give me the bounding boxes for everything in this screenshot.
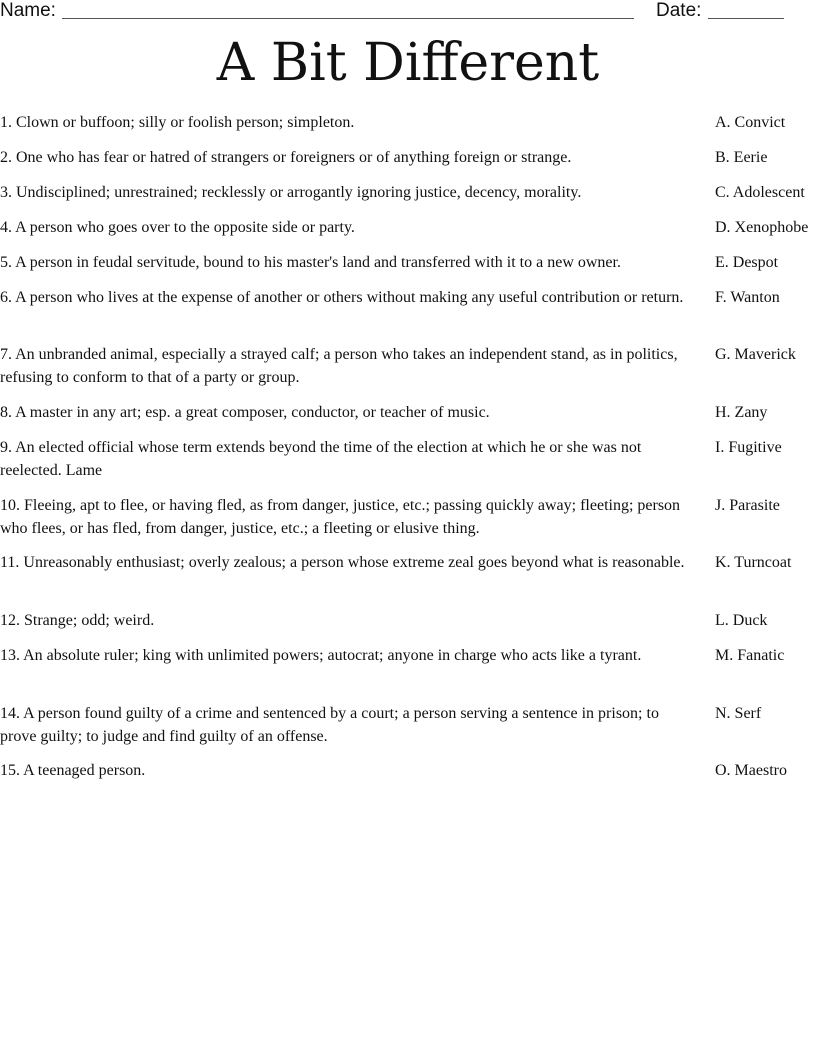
name-label: Name: [0,0,56,21]
date-input-line[interactable] [708,18,784,19]
answer-option: D. Xenophobe [715,219,809,236]
answer-option: N. Serf [715,705,762,722]
name-input-line[interactable] [62,18,634,19]
clue-text: 7. An unbranded animal, especially a strayed calf; a person who takes an independent stand, as in politics, refusing to conform to that of a party or group. [0,346,678,386]
answer-option: J. Parasite [715,497,780,514]
answer-option: A. Convict [715,114,786,131]
clue-text: 4. A person who goes over to the opposite side or party. [0,219,355,236]
clue-text: 12. Strange; odd; weird. [0,612,155,629]
answer-option: I. Fugitive [715,439,782,456]
answer-option: O. Maestro [715,762,787,779]
clue-text: 5. A person in feudal servitude, bound to his master's land and transferred with it to a new owner. [0,254,621,271]
clue-text: 14. A person found guilty of a crime and sentenced by a court; a person serving a sentence in prison; to prove guilty; to judge and find guilty of an offense. [0,705,659,745]
date-label: Date: [656,0,702,21]
answer-option: F. Wanton [715,289,780,306]
answer-option: L. Duck [715,612,768,629]
answer-option: K. Turncoat [715,554,792,571]
answer-option: C. Adolescent [715,184,805,201]
answer-option: H. Zany [715,404,768,421]
clue-text: 1. Clown or buffoon; silly or foolish person; simpleton. [0,114,355,131]
clue-text: 10. Fleeing, apt to flee, or having fled, as from danger, justice, etc.; passing quickly away; fleeting; person who flees, or has fled, from danger, justice, etc.; a fleeting or elusive thing. [0,497,681,537]
clue-text: 8. A master in any art; esp. a great composer, conductor, or teacher of music. [0,404,490,421]
answer-option: G. Maverick [715,346,796,363]
clue-text: 2. One who has fear or hatred of strangers or foreigners or of anything foreign or strange. [0,149,572,166]
answer-option: E. Despot [715,254,779,271]
clue-text: 15. A teenaged person. [0,762,146,779]
clue-text: 9. An elected official whose term extends beyond the time of the election at which he or she was not reelected. Lame [0,439,642,479]
answer-option: B. Eerie [715,149,768,166]
clue-text: 11. Unreasonably enthusiast; overly zealous; a person whose extreme zeal goes beyond what is reasonable. [0,554,685,571]
worksheet-title: A Bit Different [216,33,600,93]
worksheet-header [0,0,816,24]
clue-text: 3. Undisciplined; unrestrained; recklessly or arrogantly ignoring justice, decency, morality. [0,184,582,201]
answer-option: M. Fanatic [715,647,785,664]
clue-text: 13. An absolute ruler; king with unlimited powers; autocrat; anyone in charge who acts like a tyrant. [0,647,642,664]
clue-text: 6. A person who lives at the expense of another or others without making any useful contribution or return. [0,289,684,306]
